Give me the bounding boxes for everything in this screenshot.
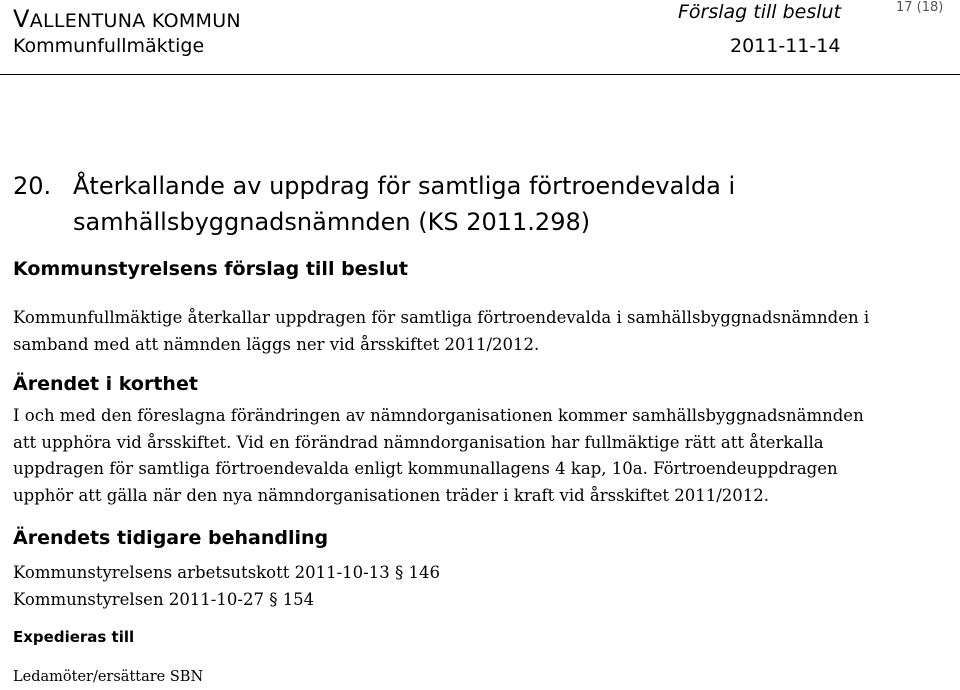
item-number: 20. <box>13 172 52 200</box>
proposal-line-2: samband med att nämnden läggs ner vid årsskiftet 2011/2012. <box>13 334 540 354</box>
organization-name <box>13 5 241 33</box>
item-title-line-1: Återkallande av uppdrag för samtliga förtroendevalda i <box>73 172 736 200</box>
dispatch-heading: Expedieras till <box>13 628 135 646</box>
page-number: 17 (18) <box>896 0 944 15</box>
organization-initial: V <box>13 5 30 33</box>
history-line-1: Kommunstyrelsens arbetsutskott 2011-10-13 § 146 <box>13 563 440 582</box>
item-title-line-2: samhällsbyggnadsnämnden (KS 2011.298) <box>73 208 591 236</box>
summary-line-4: upphör att gälla när den nya nämndorganisationen träder i kraft vid årsskiftet 2011/2012. <box>13 485 770 505</box>
proposal-line-1: Kommunfullmäktige återkallar uppdragen för samtliga förtroendevalda i samhällsbyggnadsnämnden i <box>13 308 870 327</box>
document-status: Förslag till beslut <box>678 1 842 23</box>
summary-heading: Ärendet i korthet <box>13 373 198 395</box>
item-title <box>13 168 913 240</box>
body-name: Kommunfullmäktige <box>13 35 205 57</box>
summary-line-2: att upphöra vid årsskiftet. Vid en förändrad nämndorganisation har fullmäktige rätt att återkalla <box>13 432 824 452</box>
proposal-text <box>13 305 943 358</box>
summary-line-3: uppdragen för samtliga förtroendevalda enligt kommunallagens 4 kap, 10a. Förtroendeuppdragen <box>13 459 838 478</box>
organization-rest: ALLENTUNA KOMMUN <box>29 10 241 32</box>
summary-text <box>13 403 943 509</box>
dispatch-recipient: Ledamöter/ersättare SBN <box>13 669 204 685</box>
history-text <box>13 560 943 613</box>
history-line-2: Kommunstyrelsen 2011-10-27 § 154 <box>13 589 315 609</box>
document-date: 2011-11-14 <box>730 35 841 57</box>
header-divider <box>0 74 960 75</box>
history-heading: Ärendets tidigare behandling <box>13 527 329 549</box>
proposal-heading: Kommunstyrelsens förslag till beslut <box>13 258 408 280</box>
summary-line-1: I och med den föreslagna förändringen av nämndorganisationen kommer samhällsbyggnadsnämnden <box>13 406 864 425</box>
